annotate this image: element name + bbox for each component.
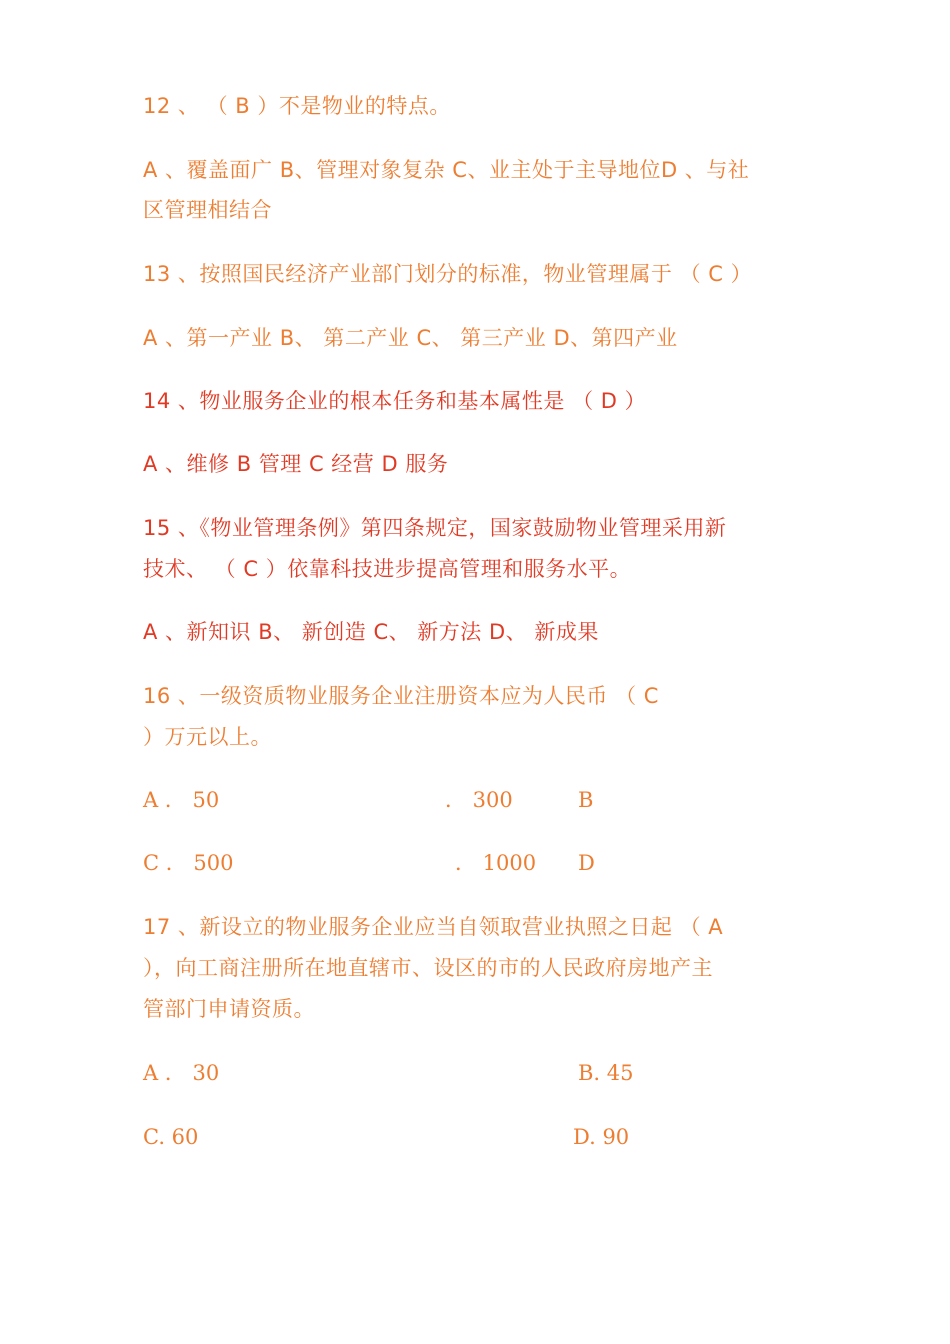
question-16-option-d-value: ． 1000 (455, 851, 537, 875)
question-17-option-d: D. 90 (573, 1125, 630, 1149)
question-12-stem: 12 、 （ B ）不是物业的特点。 (143, 94, 451, 118)
question-16-stem-line-2: ）万元以上。 (143, 725, 272, 749)
question-17-option-b: B. 45 (578, 1061, 634, 1085)
question-15-stem-line-2: 技术、 （ C ）依靠科技进步提高管理和服务水平。 (143, 557, 632, 581)
question-16-option-c: C ． 500 (143, 851, 234, 875)
question-12-options-line-1: A 、覆盖面广 B、管理对象复杂 C、业主处于主导地位D 、与社 (143, 158, 750, 182)
question-16-option-d-letter: D (578, 851, 595, 875)
question-13-stem: 13 、按照国民经济产业部门划分的标准，物业管理属于 （ C ） (143, 262, 753, 286)
question-16-option-b-letter: B (578, 788, 594, 812)
question-17-option-a: A ． 30 (143, 1061, 220, 1085)
question-16-option-b-value: ． 300 (445, 788, 513, 812)
question-17-stem-line-2: ），向工商注册所在地直辖市、设区的市的人民政府房地产主 (143, 956, 713, 980)
question-16-stem-line-1: 16 、一级资质物业服务企业注册资本应为人民币 （ C (143, 684, 659, 708)
question-16-option-a: A ． 50 (143, 788, 220, 812)
question-17-option-c: C. 60 (143, 1125, 199, 1149)
question-17-stem-line-1: 17 、新设立的物业服务企业应当自领取营业执照之日起 （ A (143, 915, 724, 939)
question-13-options: A 、第一产业 B、 第二产业 C、 第三产业 D、第四产业 (143, 326, 678, 350)
question-14-stem: 14 、物业服务企业的根本任务和基本属性是 （ D ） (143, 389, 647, 413)
question-12-options-line-2: 区管理相结合 (143, 198, 272, 222)
question-15-stem-line-1: 15 、《物业管理条例》第四条规定，国家鼓励物业管理采用新 (143, 516, 727, 540)
question-15-options: A 、新知识 B、 新创造 C、 新方法 D、 新成果 (143, 620, 599, 644)
question-17-stem-line-3: 管部门申请资质。 (143, 997, 315, 1021)
question-14-options: A 、维修 B 管理 C 经营 D 服务 (143, 452, 449, 476)
